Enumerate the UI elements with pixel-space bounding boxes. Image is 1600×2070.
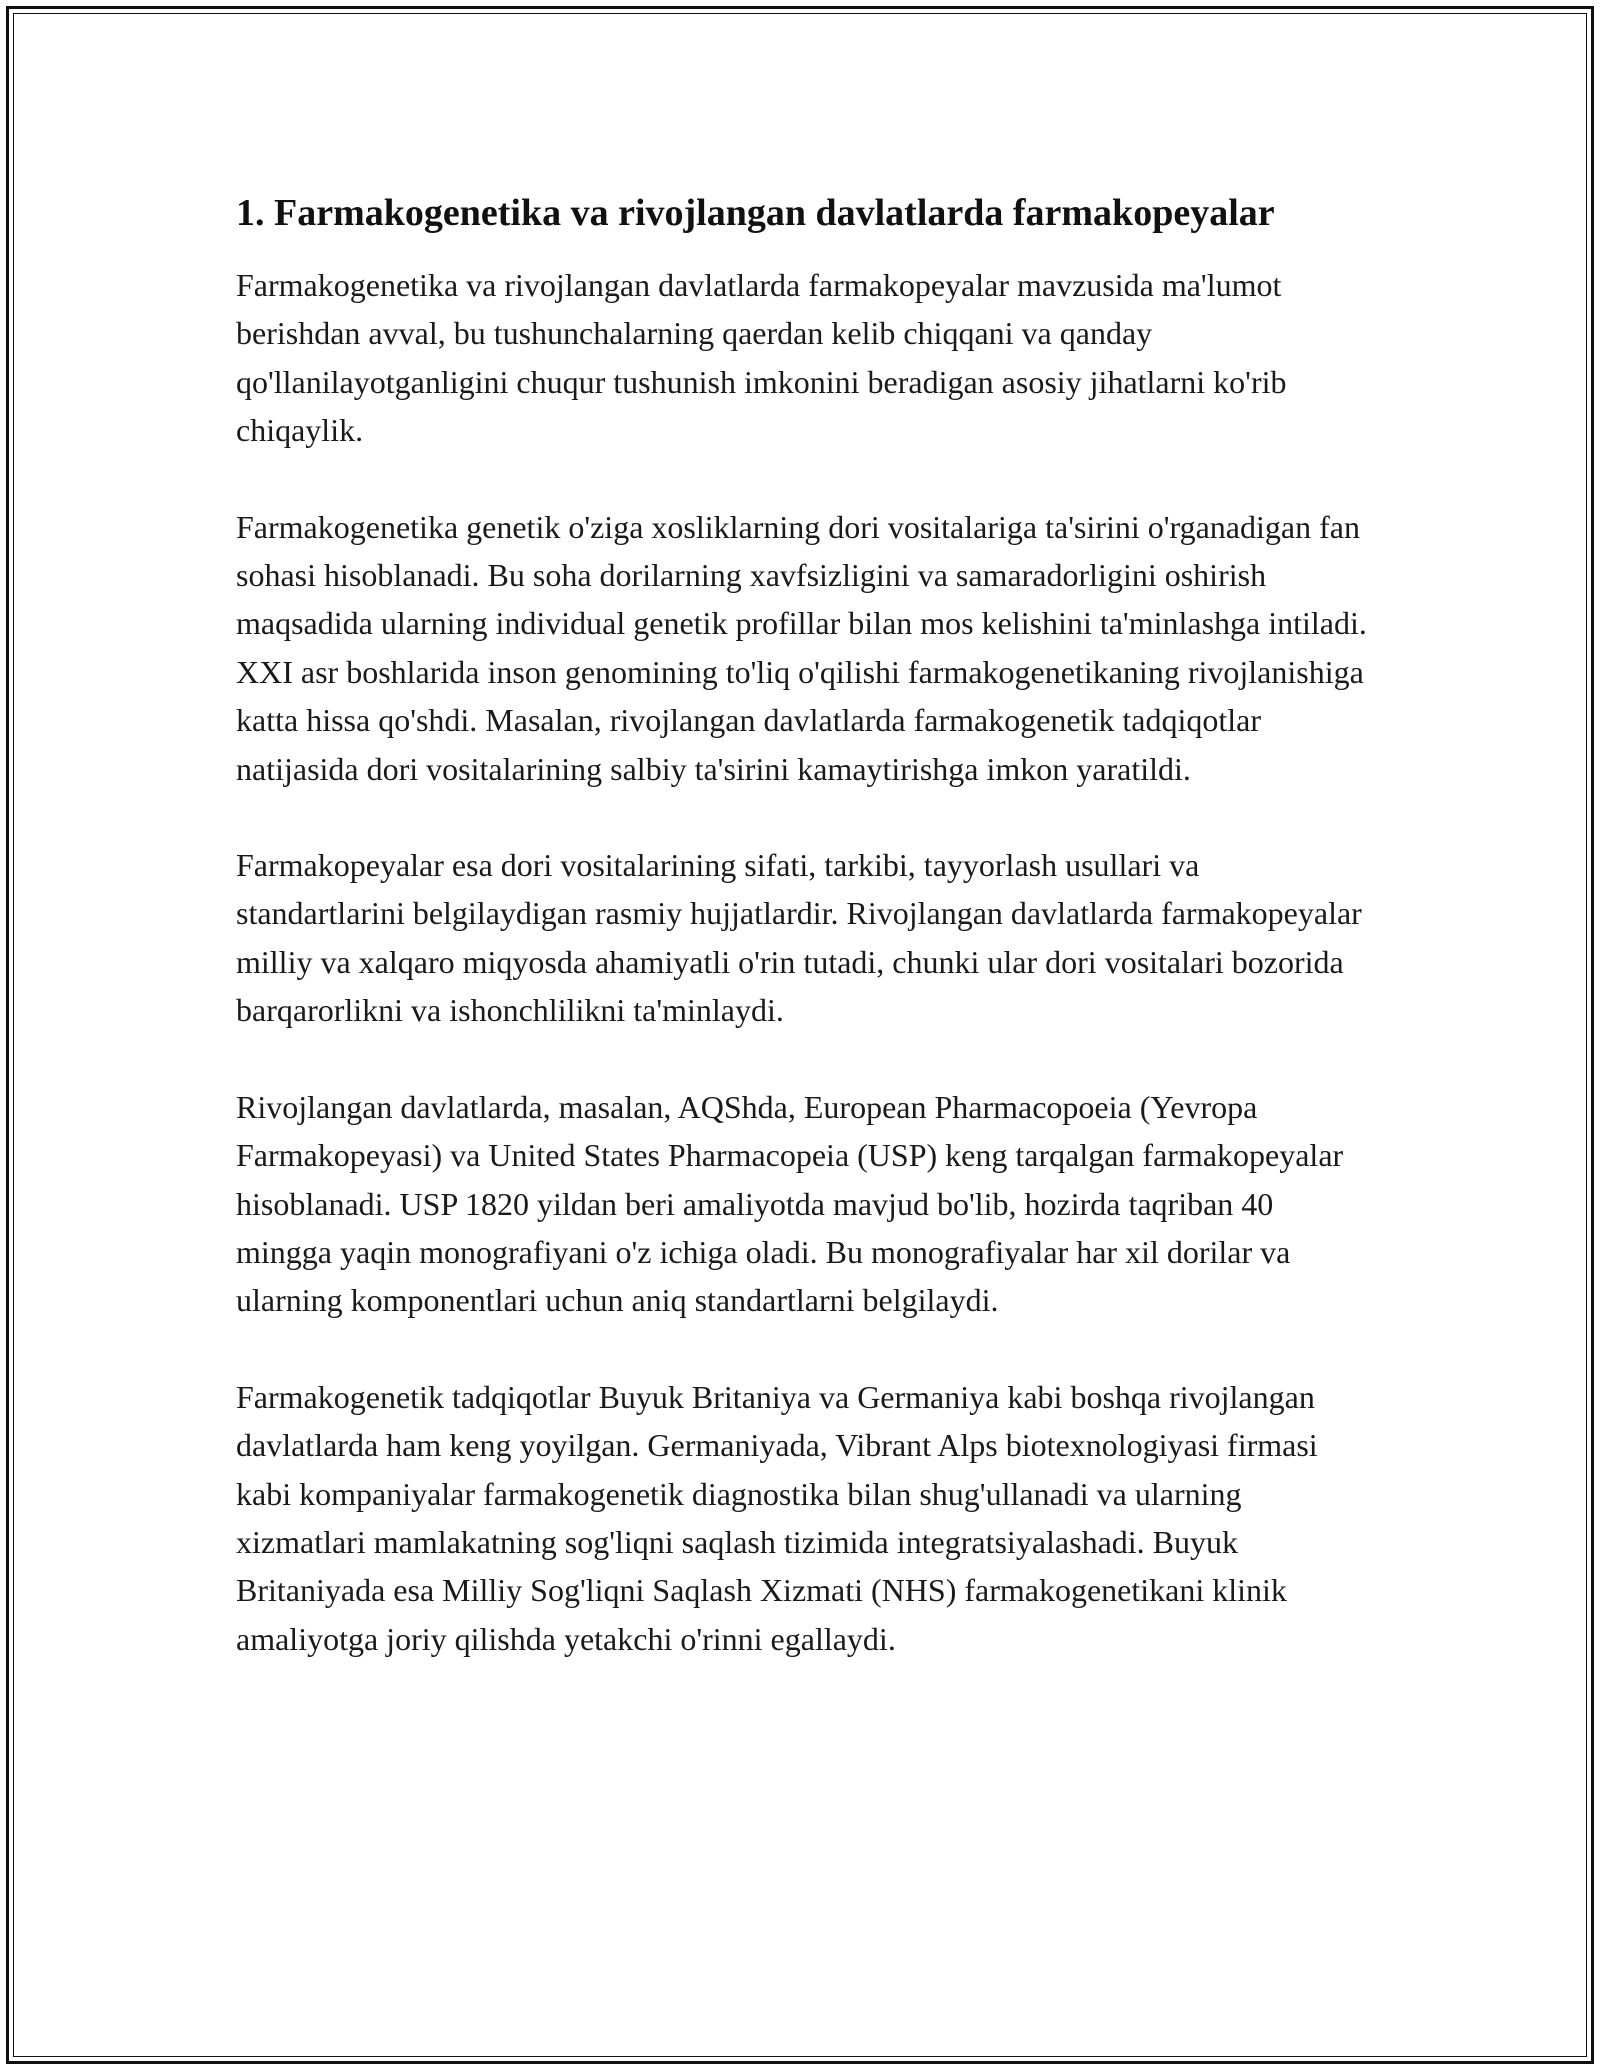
- paragraph-usp: Rivojlangan davlatlarda, masalan, AQShda, European Pharmacopoeia (Yevropa Farmakopeyasi) va United States Pharmacopeia (USP) keng tarqalgan farmakopeyalar hisoblanadi. USP 1820 yildan beri amaliyotda mavjud bo'lib, hozirda taqriban 40 mingga yaqin monografiyani o'z ichiga oladi. Bu monografiyalar har xil dorilar va ularning komponentlari uchun aniq standartlarni belgilaydi.: [236, 1088, 1344, 1319]
- document-body: [236, 186, 1376, 1711]
- paragraph-pharmacogenetics: Farmakogenetika genetik o'ziga xosliklarning dori vositalariga ta'sirini o'rganadigan fan sohasi hisoblanadi. Bu soha dorilarning xavfsizligini va samaradorligini oshirish maqsadida ularning individual genetik profillar bilan mos kelishini ta'minlashga intiladi. XXI asr boshlarida inson genomining to'liq o'qilishi farmakogenetikaning rivojlanishiga katta hissa qo'shdi. Masalan, rivojlangan davlatlarda farmakogenetik tadqiqotlar natijasida dori vositalarining salbiy ta'sirini kamaytirishga imkon yaratildi.: [236, 508, 1367, 787]
- paragraph-intro: Farmakogenetika va rivojlangan davlatlarda farmakopeyalar mavzusida ma'lumot berishdan avval, bu tushunchalarning qaerdan kelib chiqqani va qanday qo'llanilayotganligini chuqur tushunish imkonini beradigan asosiy jihatlarni ko'rib chiqaylik.: [236, 267, 1287, 449]
- paragraph-uk-germany: Farmakogenetik tadqiqotlar Buyuk Britaniya va Germaniya kabi boshqa rivojlangan davlatlarda ham keng yoyilgan. Germaniyada, Vibrant Alps biotexnologiyasi firmasi kabi kompaniyalar farmakogenetik diagnostika bilan shug'ullanadi va ularning xizmatlari mamlakatning sog'liqni saqlash tizimida integratsiyalashadi. Buyuk Britaniyada esa Milliy Sog'liqni Saqlash Xizmati (NHS) farmakogenetikani klinik amaliyotga joriy qilishda yetakchi o'rinni egallaydi.: [236, 1378, 1318, 1657]
- paragraph-pharmacopoeias: Farmakopeyalar esa dori vositalarining sifati, tarkibi, tayyorlash usullari va standartlarini belgilaydigan rasmiy hujjatlardir. Rivojlangan davlatlarda farmakopeyalar milliy va xalqaro miqyosda ahamiyatli o'rin tutadi, chunki ular dori vositalari bozorida barqarorlikni va ishonchlilikni ta'minlaydi.: [236, 847, 1362, 1029]
- section-title: 1. Farmakogenetika va rivojlangan davlatlarda farmakopeyalar: [236, 192, 1275, 234]
